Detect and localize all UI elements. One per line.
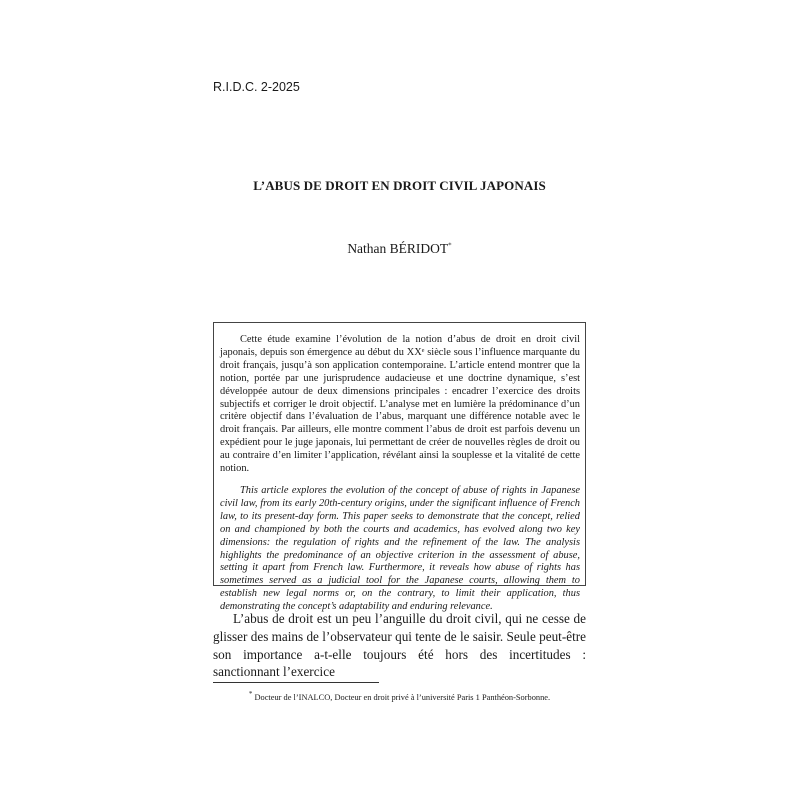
- author-footnote-mark: *: [448, 241, 452, 250]
- abstract-box: [213, 322, 586, 613]
- footnote-text: Docteur de l’INALCO, Docteur en droit privé à l’université Paris 1 Panthéon-Sorbonne.: [252, 693, 551, 702]
- footnote-mark: *: [248, 690, 253, 699]
- abstract-french: Cette étude examine l’évolution de la notion d’abus de droit en droit civil japonais, depuis son émergence au début du XXᵉ siècle sous l’influence marquante du droit français, jusqu’à son application contemporaine. L’article entend montrer que la notion, portée par une jurisprudence audacieuse et une doctrine dynamique, s’est développée autour de deux dimensions principales : encadrer l’exercice des droits subjectifs et corriger le droit objectif. L’analyse met en lumière la prédominance d’un critère objectif dans l’évaluation de l’abus, marquant une différence notable avec le droit français. Par ailleurs, elle montre comment l’abus de droit est parfois devenu un expédient pour le juge japonais, lui permettant de créer de nouvelles règles de droit ou au contraire d’en limiter l’application, révélant ainsi la souplesse et la vitalité de cette notion.: [220, 334, 580, 475]
- article-author: [213, 241, 586, 257]
- article-title: L’ABUS DE DROIT EN DROIT CIVIL JAPONAIS: [253, 178, 546, 193]
- footnote-divider: [213, 682, 379, 683]
- footnote: [213, 690, 586, 702]
- abstract-english: This article explores the evolution of the concept of abuse of rights in Japanese civil law, from its early 20th-century origins, under the significant influence of French law, to its present-day form. This paper seeks to demonstrate that the concept, relied on and championed by both the courts and academics, has evolved along two key dimensions: the regulation of rights and the refinement of the law. The analysis highlights the predominance of an objective criterion in the assessment of abuse, setting it apart from French law. Furthermore, it reveals how abuse of rights has sometimes served as a judicial tool for the Japanese courts, allowing them to establish new legal norms or, on the contrary, to limit their application, thus demonstrating the concept’s adaptability and enduring relevance.: [220, 484, 580, 613]
- body-paragraph: L’abus de droit est un peu l’anguille du droit civil, qui ne cesse de glisser des mains de l’observateur qui tente de le saisir. Seule peut-être son importance a-t-elle toujours été hors des incertitudes : sanctionnant l’exercice: [213, 611, 586, 680]
- journal-reference: R.I.D.C. 2-2025: [213, 80, 300, 94]
- author-name: Nathan BÉRIDOT: [347, 241, 449, 256]
